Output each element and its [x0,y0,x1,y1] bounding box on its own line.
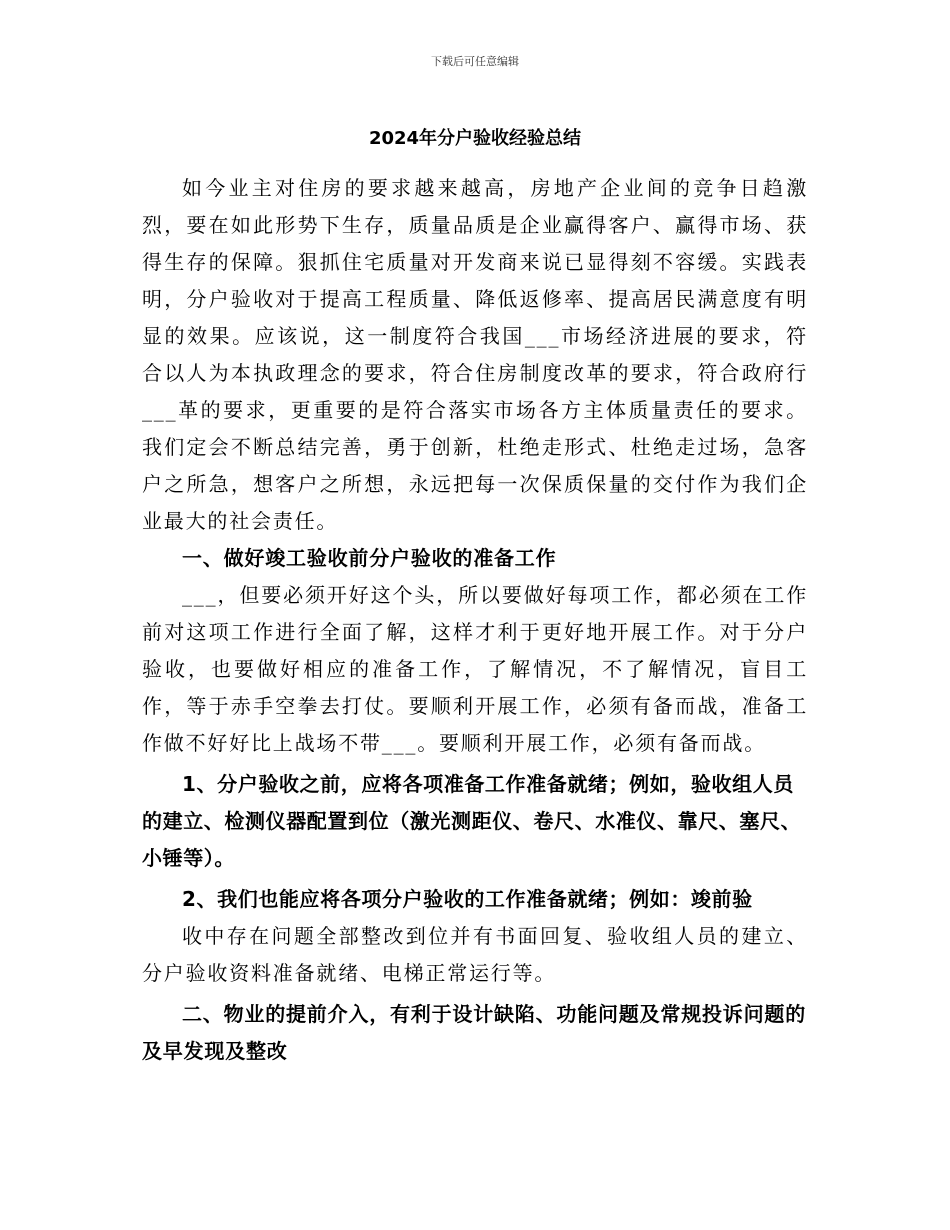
section-heading-1: 一、做好竣工验收前分户验收的准备工作 [182,546,557,570]
intro-paragraph: 如今业主对住房的要求越来越高，房地产企业间的竞争日趋激烈，要在如此形势下生存，质量品质是企业赢得客户、赢得市场、获得生存的保障。狠抓住宅质量对开发商来说已显得刻不容缓。实践表明，分户验收对于提高工程质量、降低返修率、提高居民满意度有明显的效果。应该说，这一制度符合我国___市场经济进展的要求，符合以人为本执政理念的要求，符合住房制度改革的要求，符合政府行___革的要求，更重要的是符合落实市场各方主体质量责任的要求。我们定会不断总结完善，勇于创新，杜绝走形式、杜绝走过场，急客户之所急，想客户之所想，永远把每一次保质保量的交付作为我们企业最大的社会责任。 [142,176,808,533]
document-title: 2024年分户验收经验总结 [368,128,582,149]
list-item-1: 1、分户验收之前，应将各项准备工作准备就绪；例如，验收组人员的建立、检测仪器配置到位（激光测距仪、卷尺、水准仪、靠尺、塞尺、小锤等）。 [142,772,802,870]
document-body [142,170,808,1070]
section-heading-2: 二、物业的提前介入，有利于设计缺陷、功能问题及常规投诉问题的及早发现及整改 [142,1002,806,1063]
list-item-2-body: 收中存在问题全部整改到位并有书面回复、验收组人员的建立、分户验收资料准备就绪、电梯正常运行等。 [142,924,808,985]
header-note: 下载后可任意编辑 [431,55,519,68]
list-item-2-heading: 2、我们也能应将各项分户验收的工作准备就绪；例如：竣前验 [182,887,753,911]
section-1-paragraph: ___，但要必须开好这个头，所以要做好每项工作，都必须在工作前对这项工作进行全面了解，这样才利于更好地开展工作。对于分户验收，也要做好相应的准备工作，了解情况，不了解情况，盲目工作，等于赤手空拳去打仗。要顺利开展工作，必须有备而战，准备工作做不好好比上战场不带___。要顺利开展工作，必须有备而战。 [142,583,808,755]
